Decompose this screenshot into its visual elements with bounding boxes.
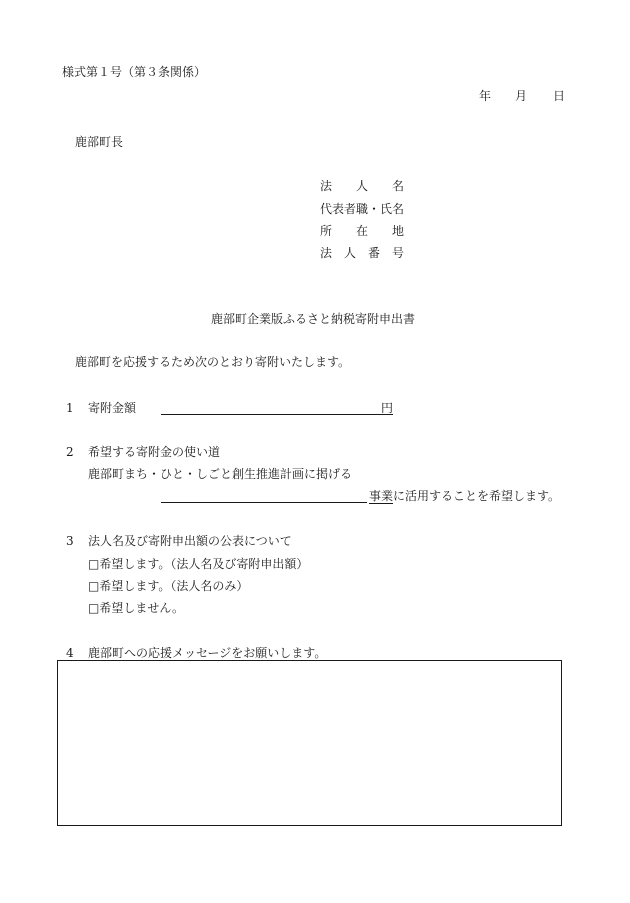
project-suffix-rest: に活用することを希望します。 [393,489,561,503]
form-number: 様式第１号（第３条関係） [62,65,207,79]
date-day-label: 日 [553,89,566,103]
message-box[interactable] [57,660,562,826]
section2-label: 希望する寄附金の使い道 [88,445,221,459]
section2-suffix [369,490,560,502]
section2-plan-text: 鹿部町まち・ひと・しごと創生推進計画に掲げる [88,467,353,481]
section3-number: 3 [66,534,74,548]
publish-option-name-and-amount[interactable]: □希望します。（法人名及び寄附申出額） [88,557,309,571]
document-title: 鹿部町企業版ふるさと納税寄附申出書 [211,312,416,326]
project-suffix-underlined: 事業 [369,489,394,503]
location-label: 所 在 地 [320,224,404,238]
section4-number: 4 [66,646,74,660]
donation-amount-field[interactable] [161,398,393,415]
section3-label: 法人名及び寄附申出額の公表について [88,534,292,548]
addressee: 鹿部町長 [75,135,124,149]
yen-unit: 円 [381,401,394,415]
publish-option-none[interactable]: □希望しません。 [88,601,185,615]
representative-label: 代表者職・氏名 [320,202,405,216]
section4-label: 鹿部町への応援メッセージをお願いします。 [88,646,327,660]
section2-number: 2 [66,445,74,459]
project-field[interactable] [161,486,367,503]
section1-number: 1 [66,401,74,415]
corp-name-label: 法 人 名 [320,179,404,193]
publish-option-name-only[interactable]: □希望します。（法人名のみ） [88,579,249,593]
corp-number-label: 法 人 番 号 [320,246,404,260]
section1-label: 寄附金額 [88,401,137,415]
intro-text: 鹿部町を応援するため次のとおり寄附いたします。 [75,355,351,369]
date-month-label: 月 [515,89,528,103]
date-year-label: 年 [479,89,492,103]
